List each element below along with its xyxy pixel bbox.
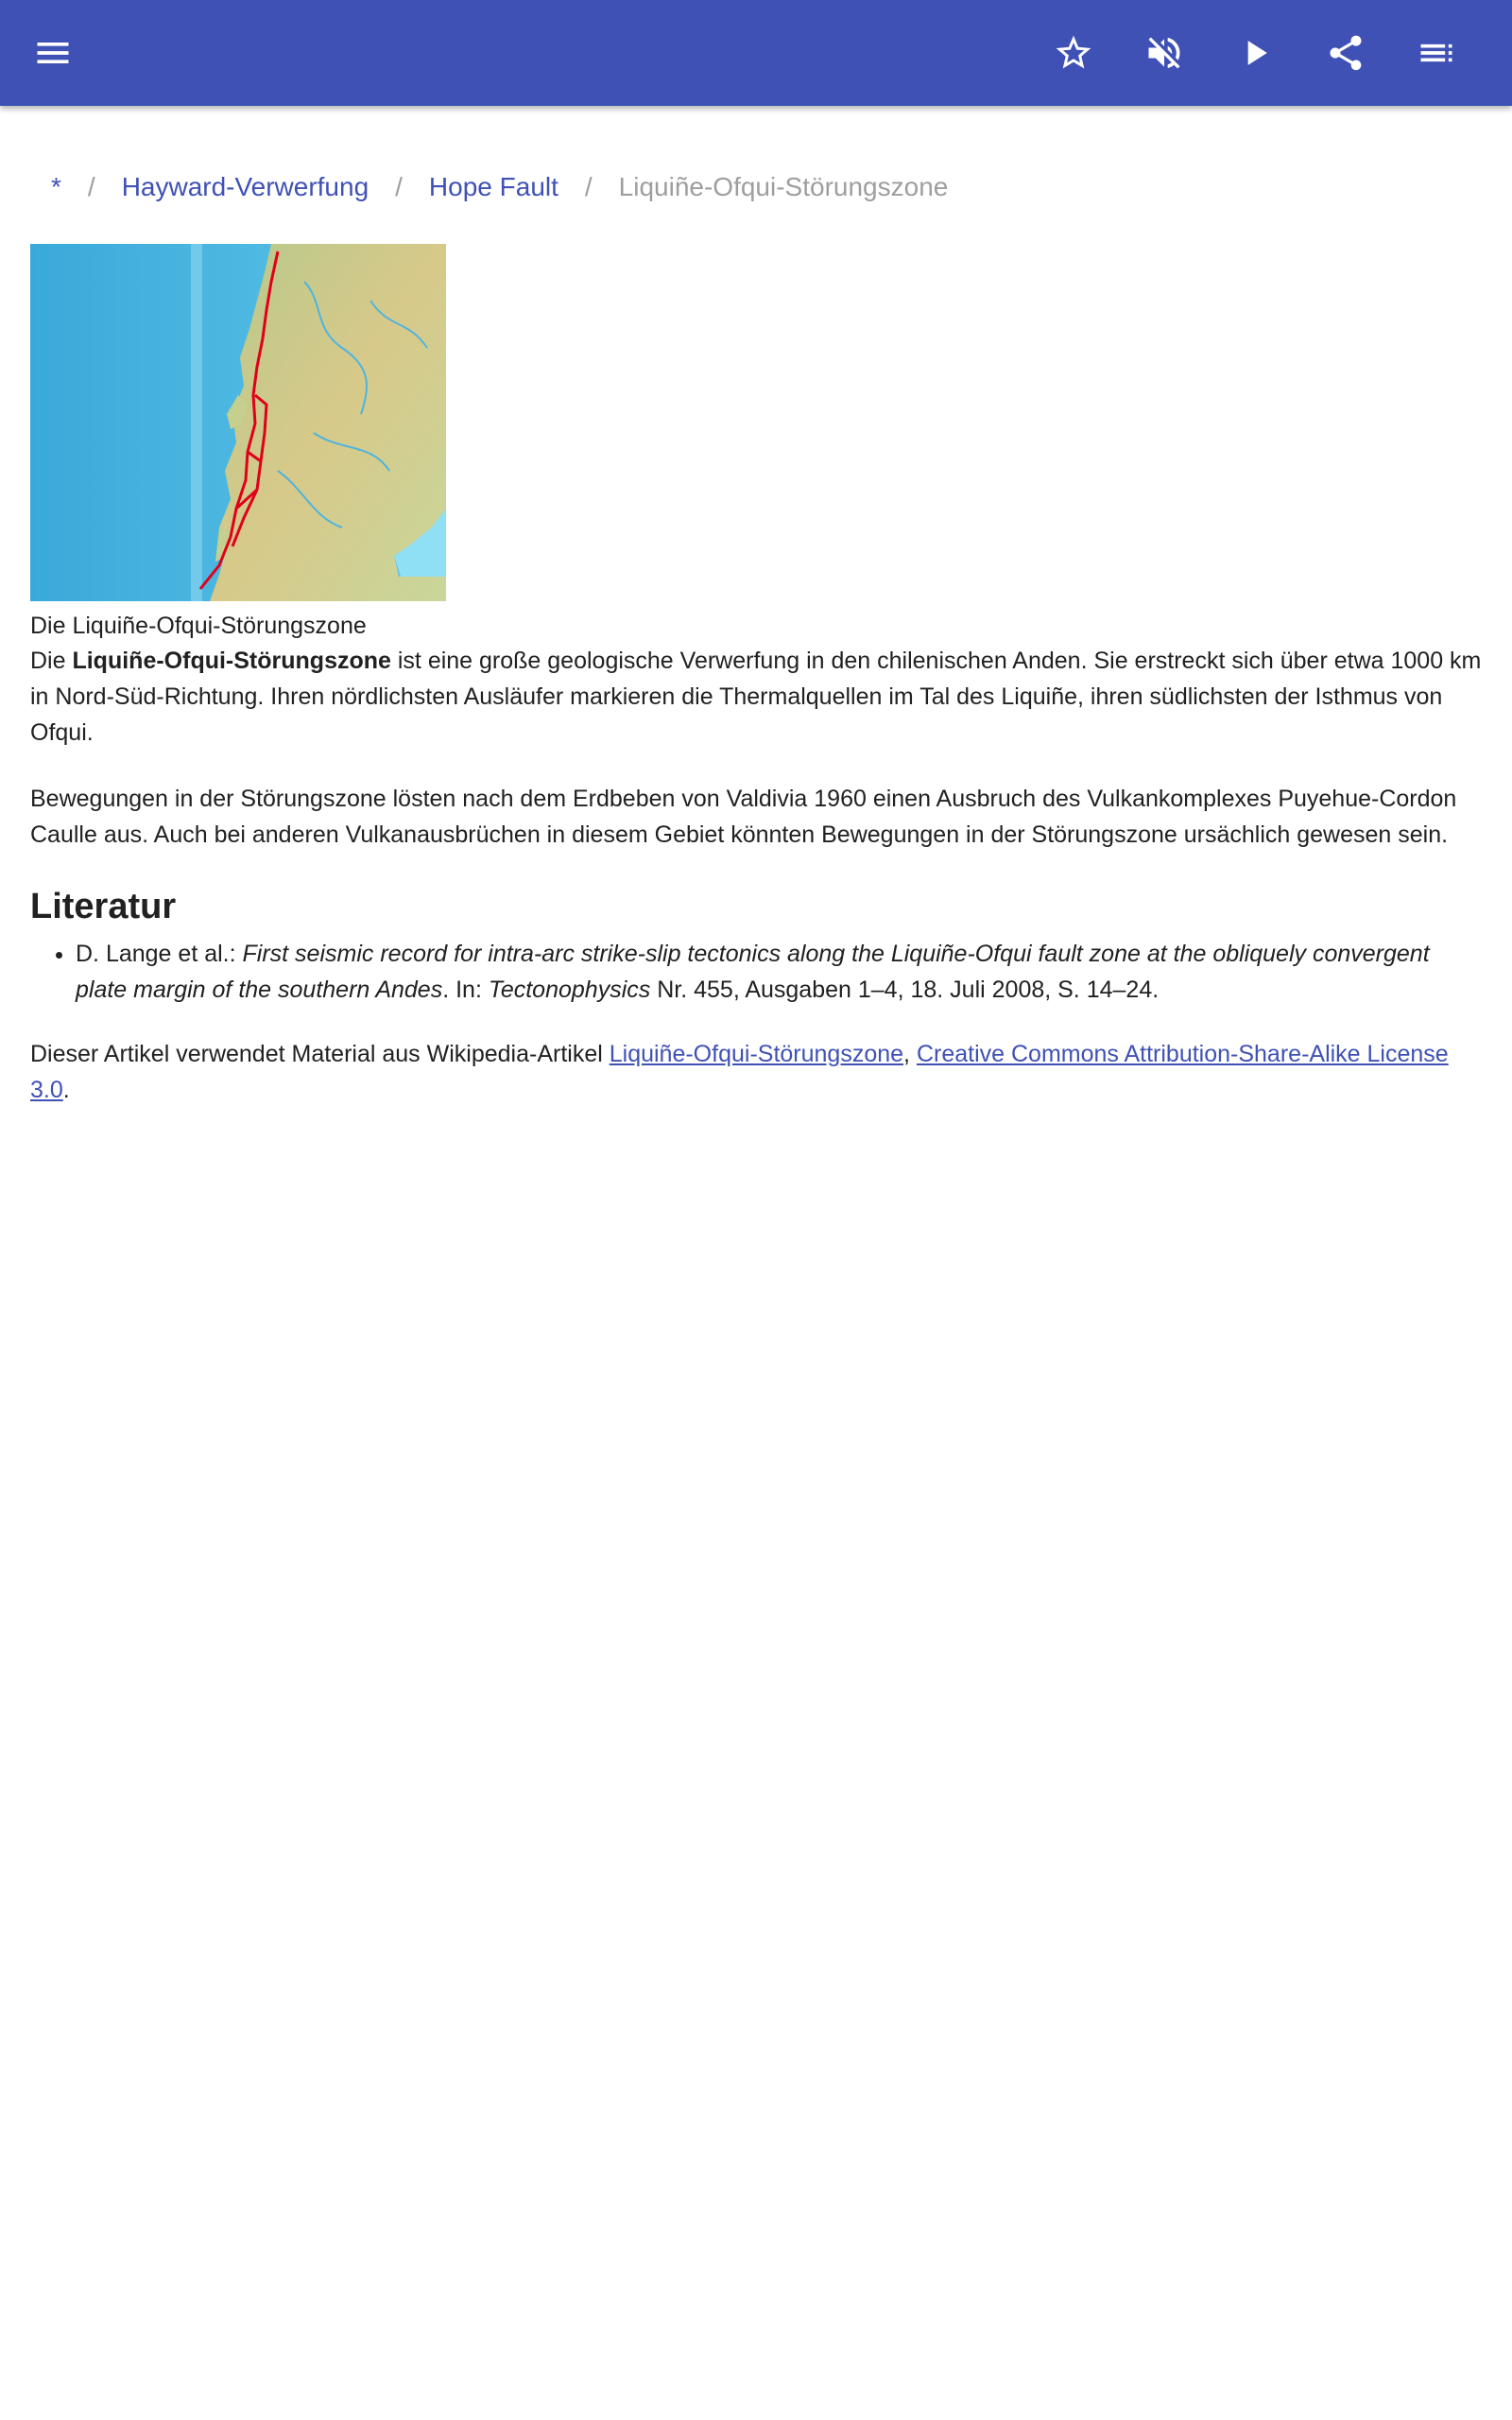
intro-prefix: Die [30, 648, 73, 674]
attribution-suffix: . [62, 1077, 70, 1103]
breadcrumb-separator: / [584, 172, 593, 201]
figure-caption: Die Liquiñe-Ofqui-Störungszone [30, 613, 367, 639]
share-button[interactable] [1319, 26, 1372, 79]
breadcrumb-item-hope-fault[interactable]: Hope Fault [428, 172, 558, 201]
breadcrumb-item-hayward[interactable]: Hayward-Verwerfung [121, 172, 369, 201]
attribution-prefix: Dieser Artikel verwendet Material aus Wikipedia-Artikel [30, 1041, 610, 1067]
reference-list [30, 936, 1486, 1008]
article-content [30, 244, 1486, 1138]
breadcrumb-item-home[interactable]: * [51, 172, 61, 201]
play-icon [1234, 32, 1276, 74]
intro-term: Liquiñe-Ofqui-Störungszone [72, 648, 391, 674]
reference-title: First seismic record for intra-arc strike-slip tectonics along the Liquiñe-Ofqui fault zone at the obliquely convergent plate margin of the southern Andes [76, 941, 1430, 1003]
breadcrumb-separator: / [87, 172, 95, 201]
attribution-paragraph [30, 1036, 1486, 1108]
app-bar [0, 0, 1512, 106]
attribution-comma: , [903, 1041, 917, 1067]
reference-item [76, 936, 1486, 1008]
bookmark-button[interactable] [1047, 26, 1100, 79]
menu-icon [32, 32, 74, 74]
play-button[interactable] [1228, 26, 1281, 79]
mute-button[interactable] [1138, 26, 1191, 79]
menu-button[interactable] [26, 26, 79, 79]
second-paragraph: Bewegungen in der Störungszone lösten nach dem Erdbeben von Valdivia 1960 einen Ausbruch des Vulkankomplexes Puyehue-Cordon Caulle aus. Auch bei anderen Vulkanausbrüchen in diesem Gebiet könnten Bewegungen in der Störungszone ursächlich gewesen sein. [30, 786, 1457, 848]
breadcrumb [51, 168, 948, 206]
reference-author: D. Lange et al.: [76, 941, 243, 967]
breadcrumb-current: Liquiñe-Ofqui-Störungszone [618, 172, 949, 201]
intro-text: ist eine große geologische Verwerfung in den chilenischen Anden. Sie erstreckt sich über etwa 1000 km in Nord-Süd-Richtung. Ihren nördlichsten Ausläufer markieren die Thermalquellen im Tal des Liquiñe, ihren südlichsten der Isthmus von Ofqui. [30, 648, 1482, 746]
reference-in: . In: [442, 977, 489, 1003]
star-icon [1053, 32, 1094, 74]
reference-journal: Tectonophysics [488, 977, 651, 1003]
wikipedia-article-link[interactable]: Liquiñe-Ofqui-Störungszone [609, 1041, 904, 1067]
license-link[interactable]: Creative Commons Attribution-Share-Alike License 3.0 [30, 1041, 1449, 1103]
playlist-icon [1416, 32, 1457, 74]
breadcrumb-separator: / [395, 172, 403, 201]
contents-button[interactable] [1410, 26, 1463, 79]
reference-details: Nr. 455, Ausgaben 1–4, 18. Juli 2008, S. 14–24. [650, 977, 1160, 1003]
section-heading-literatur: Literatur [30, 887, 177, 926]
share-icon [1325, 32, 1366, 74]
fault-map-image[interactable] [30, 244, 446, 601]
intro-paragraph [30, 643, 1486, 751]
volume-off-icon [1143, 32, 1185, 74]
